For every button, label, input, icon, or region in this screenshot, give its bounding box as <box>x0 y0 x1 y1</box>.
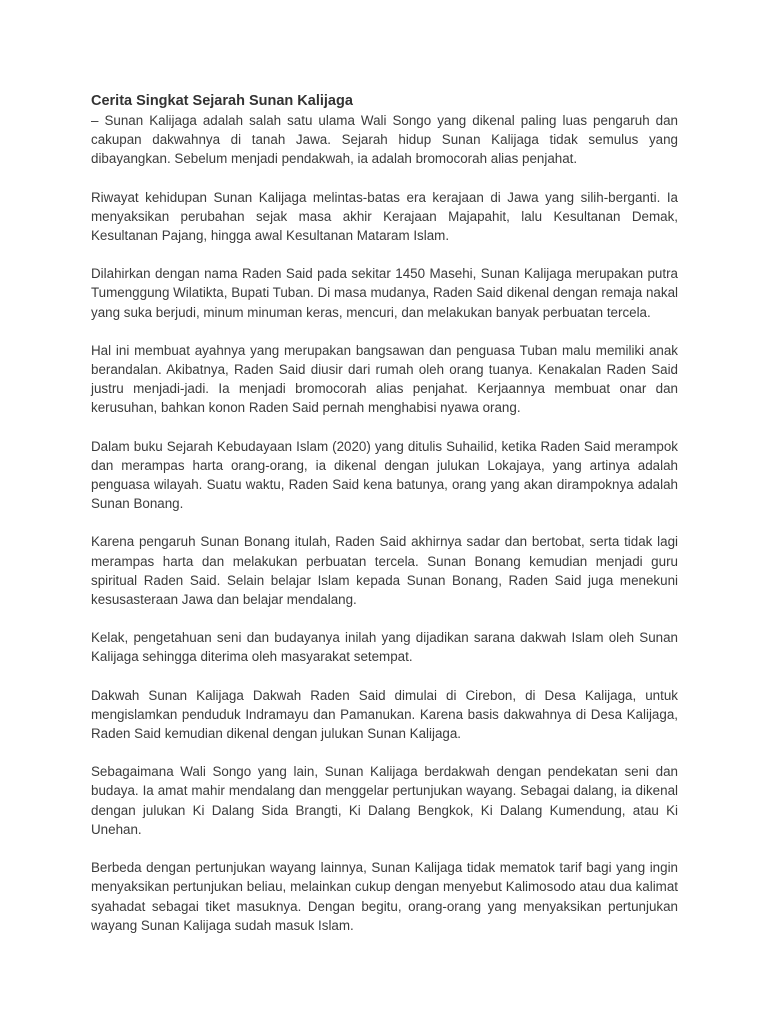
paragraph-8: Dakwah Sunan Kalijaga Dakwah Raden Said dimulai di Cirebon, di Desa Kalijaga, untuk mengislamkan penduduk Indramayu dan Pamanukan. Karena basis dakwahnya di Desa Kalijaga, Raden Said kemudian dikenal dengan julukan Sunan Kalijaga. <box>91 687 678 742</box>
paragraph-7: Kelak, pengetahuan seni dan budayanya inilah yang dijadikan sarana dakwah Islam oleh Sunan Kalijaga sehingga diterima oleh masyarakat setempat. <box>91 630 678 665</box>
paragraph-5: Dalam buku Sejarah Kebudayaan Islam (2020) yang ditulis Suhailid, ketika Raden Said merampok dan merampas harta orang-orang, ia dikenal dengan julukan Lokajaya, yang artinya adalah penguasa wilayah. Suatu waktu, Raden Said kena batunya, orang yang akan dirampoknya adalah Sunan Bonang. <box>91 438 678 512</box>
document-page <box>91 92 678 954</box>
document-title: Cerita Singkat Sejarah Sunan Kalijaga <box>91 93 353 109</box>
paragraph-2: Riwayat kehidupan Sunan Kalijaga melintas-batas era kerajaan di Jawa yang silih-berganti. Ia menyaksikan perubahan sejak masa akhir Kerajaan Majapahit, lalu Kesultanan Demak, Kesultanan Pajang, hingga awal Kesultanan Mataram Islam. <box>91 189 678 244</box>
paragraph-1: – Sunan Kalijaga adalah salah satu ulama Wali Songo yang dikenal paling luas pengaruh dan cakupan dakwahnya di tanah Jawa. Sejarah hidup Sunan Kalijaga tidak semulus yang dibayangkan. Sebelum menjadi pendakwah, ia adalah bromocorah alias penjahat. <box>91 113 678 167</box>
paragraph-9: Sebagaimana Wali Songo yang lain, Sunan Kalijaga berdakwah dengan pendekatan seni dan budaya. Ia amat mahir mendalang dan menggelar pertunjukan wayang. Sebagai dalang, ia dikenal dengan julukan Ki Dalang Sida Brangti, Ki Dalang Bengkok, Ki Dalang Kumendung, atau Ki Unehan. <box>91 764 678 837</box>
paragraph-4: Hal ini membuat ayahnya yang merupakan bangsawan dan penguasa Tuban malu memiliki anak berandalan. Akibatnya, Raden Said diusir dari rumah oleh orang tuanya. Kenakalan Raden Said justru menjadi-jadi. Ia menjadi bromocorah alias penjahat. Kerjaannya membuat onar dan kerusuhan, bahkan konon Raden Said pernah menghabisi nyawa orang. <box>91 342 678 416</box>
paragraph-3: Dilahirkan dengan nama Raden Said pada sekitar 1450 Masehi, Sunan Kalijaga merupakan putra Tumenggung Wilatikta, Bupati Tuban. Di masa mudanya, Raden Said dikenal dengan remaja nakal yang suka berjudi, minum minuman keras, mencuri, dan melakukan banyak perbuatan tercela. <box>91 266 678 320</box>
paragraph-10: Berbeda dengan pertunjukan wayang lainnya, Sunan Kalijaga tidak mematok tarif bagi yang ingin menyaksikan pertunjukan beliau, melainkan cukup dengan menyebut Kalimosodo atau dua kalimat syahadat sebagai tiket masuknya. Dengan begitu, orang-orang yang menyaksikan pertunjukan wayang Sunan Kalijaga sudah masuk Islam. <box>91 860 678 933</box>
paragraph-6: Karena pengaruh Sunan Bonang itulah, Raden Said akhirnya sadar dan bertobat, serta tidak lagi merampas harta dan melakukan perbuatan tercela. Sunan Bonang kemudian menjadi guru spiritual Raden Said. Selain belajar Islam kepada Sunan Bonang, Raden Said juga menekuni kesusasteraan Jawa dan belajar mendalang. <box>91 534 678 608</box>
